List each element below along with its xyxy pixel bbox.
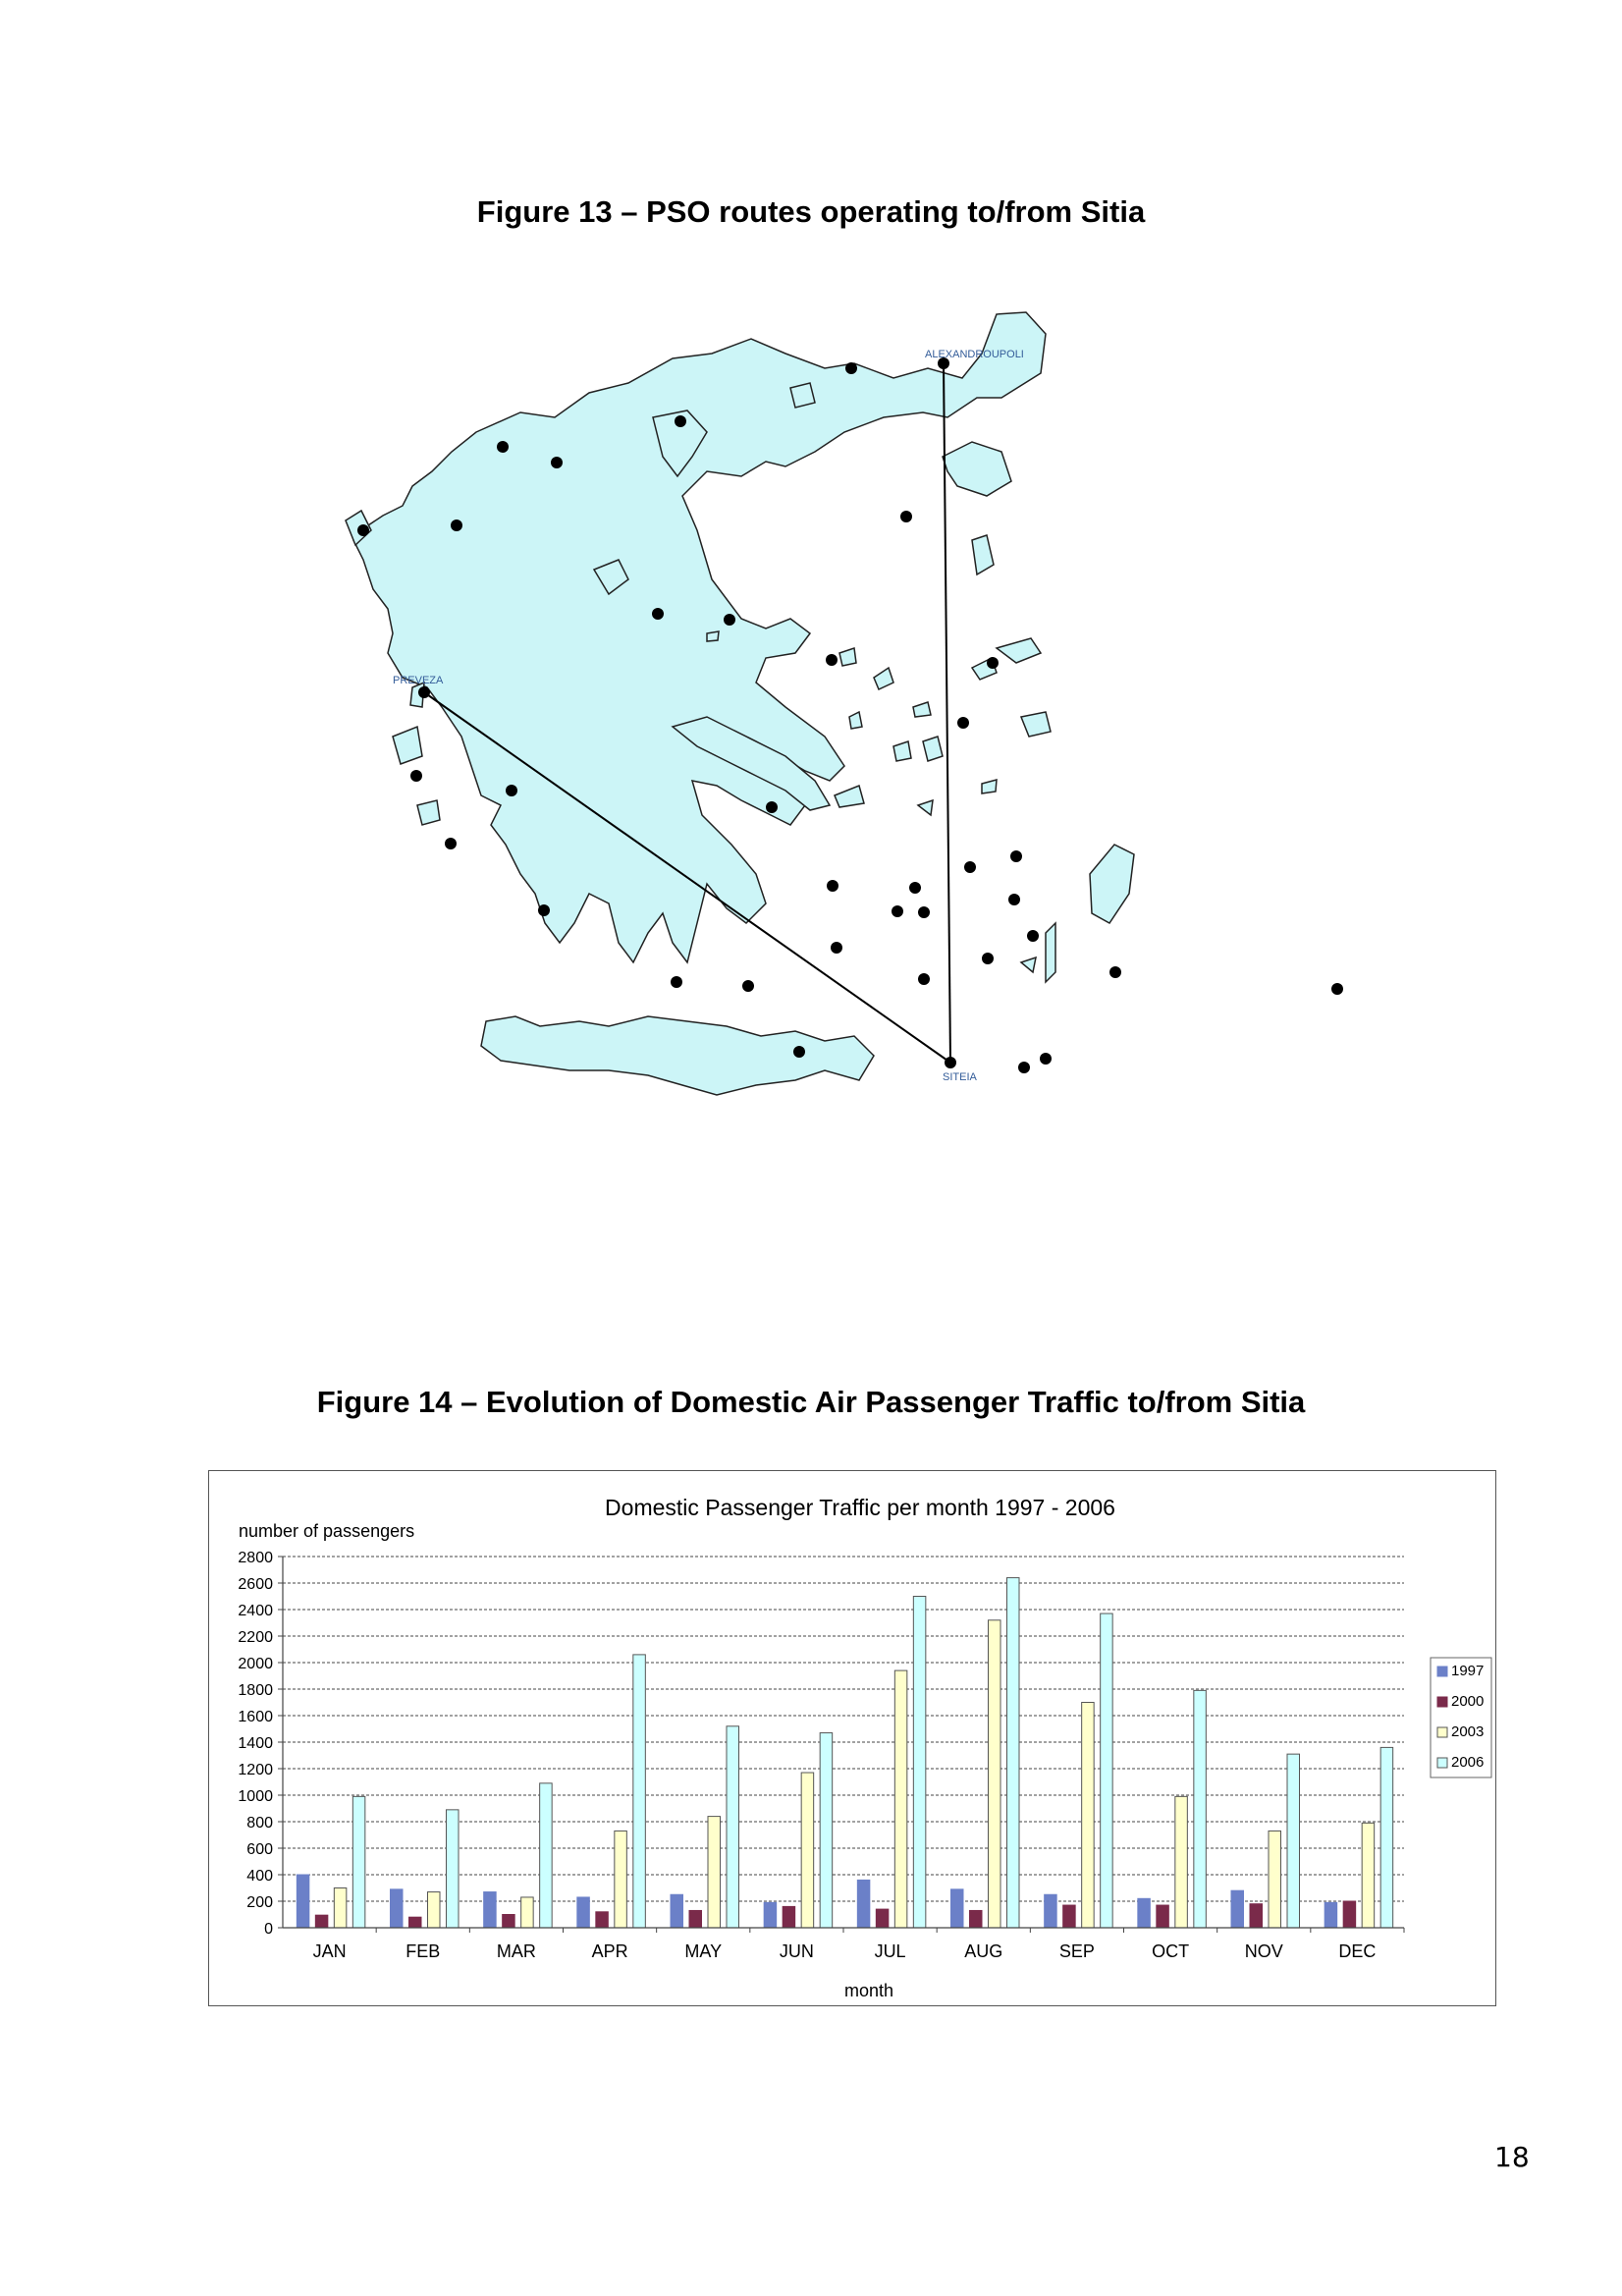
- legend-box: [1431, 1658, 1491, 1777]
- x-tick-label: MAY: [684, 1941, 723, 1961]
- figure13-title: Figure 13 – PSO routes operating to/from Sitia: [476, 194, 1146, 229]
- bar-2006-mar: [540, 1783, 553, 1928]
- legend-swatch-2006: [1437, 1758, 1447, 1768]
- airport-sitia: [945, 1057, 956, 1068]
- airport-chios: [957, 717, 969, 729]
- andros-island: [874, 668, 893, 689]
- skiathos-island: [707, 631, 719, 641]
- bar-2003-feb: [428, 1892, 441, 1928]
- airport-kastoria: [497, 441, 509, 453]
- y-tick-label: 1200: [238, 1762, 273, 1778]
- bar-2006-oct: [1194, 1690, 1207, 1928]
- santorini-island: [918, 800, 933, 815]
- y-tick-label: 600: [246, 1841, 273, 1858]
- bar-2003-dec: [1362, 1823, 1375, 1928]
- airport-kastellorizo: [1331, 983, 1343, 995]
- legend-swatch-2003: [1437, 1727, 1447, 1737]
- lesvos-island: [943, 442, 1011, 496]
- y-tick-label: 1400: [238, 1735, 273, 1752]
- chart-title: Domestic Passenger Traffic per month 1997 - 2006: [605, 1495, 1115, 1520]
- airport-milos: [831, 942, 842, 954]
- milos-island: [835, 786, 864, 807]
- karpathos-island: [1046, 923, 1055, 982]
- airport-rhodes: [1109, 966, 1121, 978]
- mykonos-island: [913, 702, 931, 717]
- bar-2006-apr: [633, 1655, 646, 1928]
- y-tick-label: 2000: [238, 1656, 273, 1672]
- legend-swatch-1997: [1437, 1667, 1447, 1676]
- y-tick-label: 2800: [238, 1550, 273, 1566]
- airport-naxos: [918, 906, 930, 918]
- label-sitia: SITEIA: [943, 1071, 977, 1083]
- airport-skyros: [826, 654, 838, 666]
- airport-skiathos: [724, 614, 735, 626]
- x-tick-label: FEB: [406, 1941, 441, 1961]
- bar-2003-oct: [1175, 1796, 1188, 1928]
- bar-1997-sep: [1045, 1894, 1057, 1928]
- bar-2003-jan: [334, 1888, 347, 1929]
- bar-2006-nov: [1287, 1754, 1300, 1928]
- label-alexandroupoli: ALEXANDROUPOLI: [925, 349, 1024, 360]
- bar-2000-may: [689, 1910, 702, 1928]
- crete-island: [481, 1016, 874, 1095]
- x-axis-label: month: [843, 1981, 894, 2000]
- airport-kythira: [671, 976, 682, 988]
- legend-swatch-2000: [1437, 1697, 1447, 1707]
- bar-2006-aug: [1007, 1578, 1020, 1928]
- kos-island: [1021, 712, 1051, 737]
- airport-athens: [766, 801, 778, 813]
- bar-2000-dec: [1343, 1901, 1356, 1928]
- bar-2006-jul: [913, 1597, 926, 1929]
- airport-karpathos: [1040, 1053, 1052, 1065]
- bar-2000-jul: [876, 1909, 889, 1928]
- samos-island: [997, 638, 1041, 663]
- bar-1997-oct: [1138, 1898, 1151, 1928]
- y-tick-label: 1600: [238, 1709, 273, 1725]
- legend-label-2000: 2000: [1451, 1693, 1485, 1710]
- naxos-island: [923, 737, 943, 761]
- kefalonia-island: [393, 727, 422, 764]
- x-tick-label: DEC: [1338, 1941, 1377, 1961]
- bar-1997-aug: [951, 1889, 964, 1928]
- x-tick-label: AUG: [964, 1941, 1003, 1961]
- airport-kozani: [551, 457, 563, 468]
- airport-mykonos: [909, 882, 921, 894]
- bar-2003-apr: [615, 1831, 627, 1928]
- y-tick-label: 2200: [238, 1629, 273, 1646]
- bar-2000-apr: [596, 1912, 609, 1928]
- airport-ioannina: [451, 519, 462, 531]
- airport-ikaria: [964, 861, 976, 873]
- x-tick-label: MAR: [496, 1941, 536, 1961]
- paros-island: [893, 741, 911, 761]
- land-group: [346, 312, 1134, 1095]
- airport-kefalonia: [410, 770, 422, 782]
- bar-2003-nov: [1269, 1831, 1281, 1928]
- mainland-region: [353, 312, 1046, 962]
- x-tick-label: OCT: [1152, 1941, 1190, 1961]
- greece-route-map: [295, 295, 1414, 1257]
- syros-island: [849, 712, 862, 729]
- airport-lemnos: [900, 511, 912, 522]
- bar-1997-nov: [1231, 1890, 1244, 1928]
- airport-heraklion: [793, 1046, 805, 1058]
- airport-kalamata: [538, 904, 550, 916]
- bars-layer: [297, 1578, 1392, 1928]
- bar-2003-jun: [801, 1773, 814, 1928]
- traffic-chart: [208, 1470, 1496, 2006]
- legend-label-2003: 2003: [1451, 1723, 1485, 1740]
- rhodes-island: [1090, 845, 1134, 923]
- label-preveza: PREVEZA: [393, 675, 444, 686]
- zakynthos-island: [417, 800, 440, 825]
- map-svg: [295, 295, 1414, 1257]
- bar-1997-feb: [391, 1889, 404, 1928]
- bar-1997-mar: [484, 1892, 497, 1928]
- y-tick-label: 200: [246, 1894, 273, 1911]
- bar-1997-jun: [764, 1902, 777, 1928]
- bar-2000-mar: [503, 1915, 514, 1929]
- airport-corfu: [357, 524, 369, 536]
- airport-zakynthos: [445, 838, 457, 849]
- y-tick-label: 1000: [238, 1788, 273, 1805]
- figure14-title: Figure 14 – Evolution of Domestic Air Passenger Traffic to/from Sitia: [316, 1385, 1306, 1419]
- airport-kavala: [845, 362, 857, 374]
- legend-label-1997: 1997: [1451, 1663, 1485, 1679]
- bar-1997-apr: [577, 1897, 590, 1928]
- astypalaia-island: [982, 780, 997, 793]
- y-tick-label: 2600: [238, 1576, 273, 1593]
- bar-2000-nov: [1250, 1904, 1263, 1928]
- bar-2006-feb: [447, 1810, 460, 1928]
- x-tick-label: JAN: [312, 1941, 347, 1961]
- y-tick-label: 0: [264, 1921, 273, 1938]
- bar-2006-dec: [1380, 1747, 1393, 1928]
- airport-samos: [1010, 850, 1022, 862]
- bar-2003-may: [708, 1817, 721, 1928]
- bar-2000-feb: [409, 1917, 422, 1928]
- x-tick-label: SEP: [1058, 1941, 1095, 1961]
- chios-island: [972, 535, 994, 574]
- airport-santorini: [918, 973, 930, 985]
- bar-1997-jul: [857, 1880, 870, 1928]
- airport-chania: [742, 980, 754, 992]
- bar-2000-jan: [315, 1915, 328, 1928]
- chart-svg: [209, 1471, 1497, 2007]
- bar-1997-jan: [297, 1875, 309, 1928]
- bar-2006-may: [727, 1726, 739, 1928]
- bar-2006-jun: [820, 1733, 833, 1928]
- bar-2000-oct: [1157, 1905, 1169, 1928]
- x-tick-label: NOV: [1244, 1941, 1283, 1961]
- bar-2000-aug: [970, 1910, 983, 1928]
- bar-2000-sep: [1063, 1905, 1076, 1928]
- x-tick-label: APR: [591, 1941, 628, 1961]
- airport-preveza: [418, 686, 430, 698]
- y-tick-label: 1800: [238, 1682, 273, 1699]
- bar-2003-aug: [989, 1620, 1001, 1928]
- bar-2000-jun: [783, 1906, 795, 1928]
- bar-2006-sep: [1101, 1613, 1113, 1928]
- skyros-island: [839, 648, 856, 666]
- legend-label-2006: 2006: [1451, 1754, 1485, 1771]
- y-tick-label: 400: [246, 1868, 273, 1885]
- bar-2006-jan: [352, 1796, 365, 1928]
- y-tick-label: 2400: [238, 1603, 273, 1619]
- airport-leros: [1008, 894, 1020, 905]
- airport-syros: [827, 880, 838, 892]
- x-tick-label: JUL: [874, 1941, 906, 1961]
- y-axis-label: number of passengers: [239, 1521, 415, 1541]
- airport-lesvos: [987, 657, 999, 669]
- bar-2003-mar: [521, 1897, 534, 1928]
- airport-kos: [1027, 930, 1039, 942]
- airport-thessaloniki: [675, 415, 686, 427]
- y-tick-label: 800: [246, 1815, 273, 1831]
- bar-2003-jul: [894, 1670, 907, 1928]
- bar-2003-sep: [1082, 1703, 1095, 1929]
- bar-1997-may: [671, 1894, 683, 1928]
- airport-astypalaia: [982, 953, 994, 964]
- airport-paros: [892, 905, 903, 917]
- airport-araxos: [506, 785, 517, 796]
- kasos-island: [1021, 957, 1036, 972]
- page-number: 18: [1494, 2141, 1530, 2173]
- x-tick-label: JUN: [779, 1941, 814, 1961]
- thasos-island: [790, 383, 815, 408]
- airport-volos: [652, 608, 664, 620]
- bar-1997-dec: [1325, 1902, 1337, 1928]
- airport-kasos: [1018, 1062, 1030, 1073]
